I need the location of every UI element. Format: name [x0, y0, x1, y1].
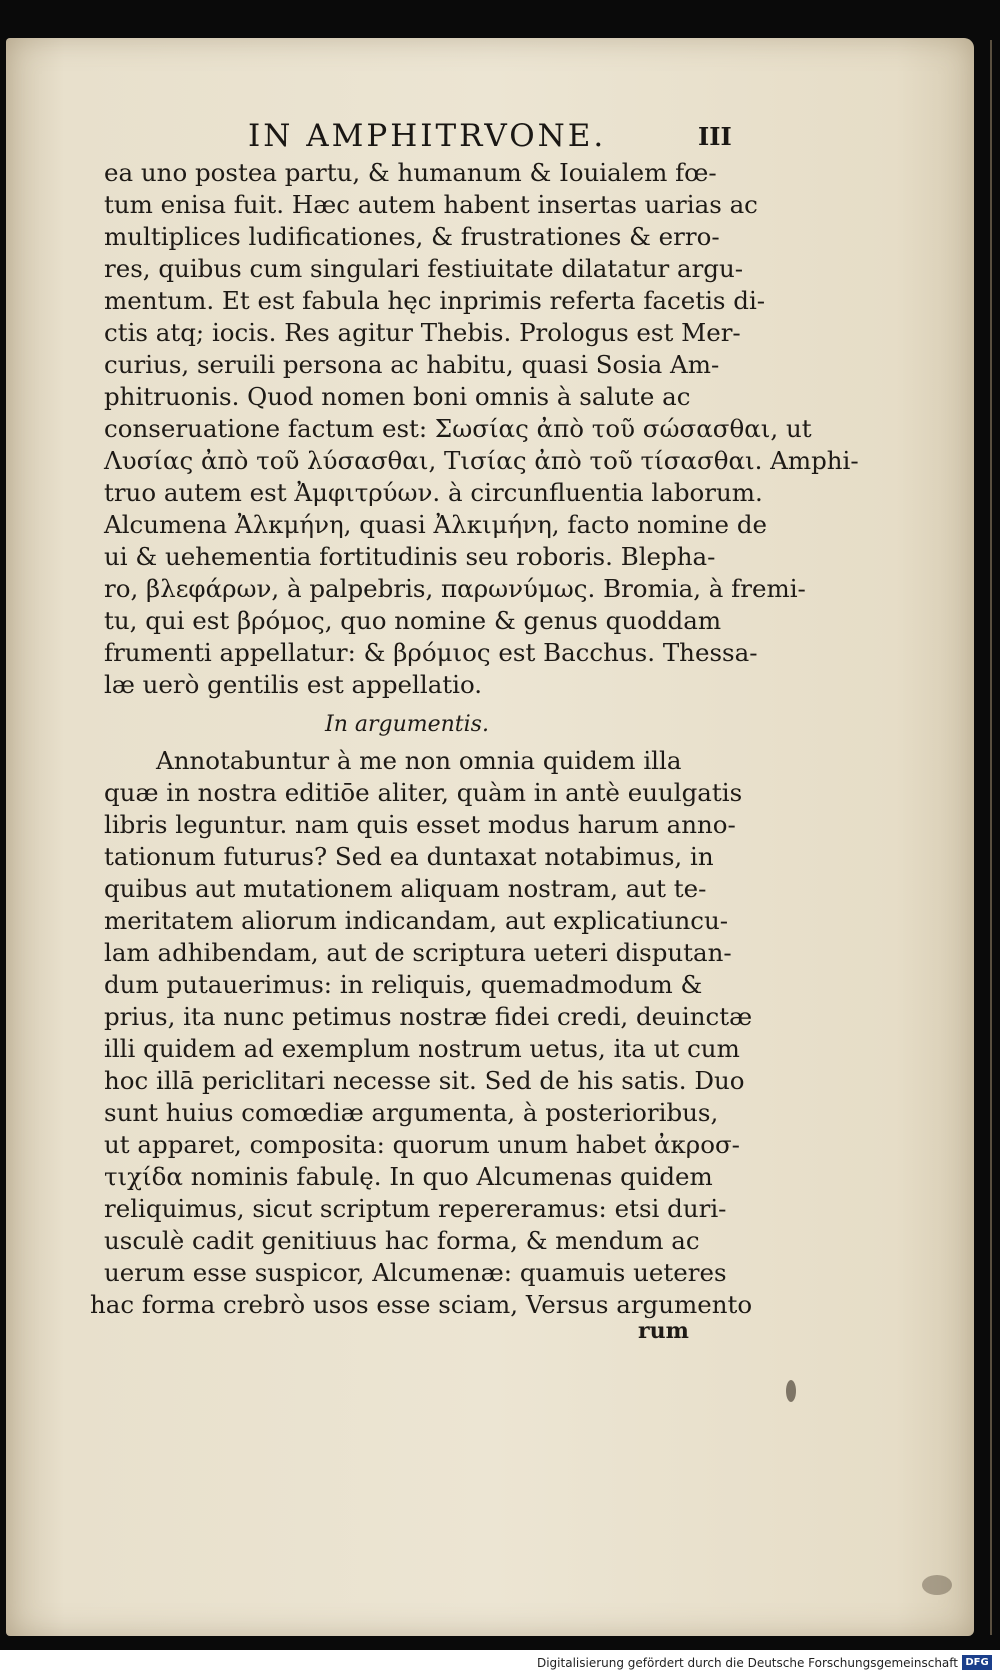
- footer-credit: Digitalisierung gefördert durch die Deutsche Forschungsgemeinschaft: [536, 1656, 958, 1670]
- text-line: Λυσίας ἀπὸ τοῦ λύσασθαι, Τισίας ἀπὸ τοῦ τίσασθαι. Amphi-: [104, 446, 859, 475]
- text-line: tationum futurus? Sed ea duntaxat notabimus, in: [104, 842, 714, 871]
- text-line: dum putauerimus: in reliquis, quemadmodum &: [104, 970, 703, 999]
- text-line: mentum. Et est fabula hęc inprimis referta facetis di-: [104, 286, 766, 315]
- text-line: usculè cadit genitiuus hac forma, & mendum ac: [104, 1226, 700, 1255]
- text-line: sunt huius comœdiæ argumenta, à posterioribus,: [104, 1098, 719, 1127]
- text-line: quibus aut mutationem aliquam nostram, aut te-: [104, 874, 707, 903]
- text-line: læ uerò gentilis est appellatio.: [104, 670, 483, 699]
- running-head: IN AMPHITRVONE.: [248, 118, 607, 154]
- text-line: ro, βλεφάρων, à palpebris, παρωνύμως. Bromia, à fremi-: [104, 574, 806, 603]
- text-line: phitruonis. Quod nomen boni omnis à salute ac: [104, 382, 691, 411]
- dfg-logo: DFG: [962, 1655, 992, 1670]
- text-line: curius, seruili persona ac habitu, quasi Sosia Am-: [104, 350, 720, 379]
- text-line: ctis atq; iocis. Res agitur Thebis. Prologus est Mer-: [104, 318, 741, 347]
- text-line: frumenti appellatur: & βρόμιος est Bacchus. Thessa-: [104, 638, 758, 667]
- text-line: hac forma crebrò usos esse sciam, Versus argumento: [90, 1290, 753, 1319]
- text-line: tu, qui est βρόμος, quo nomine & genus quoddam: [104, 606, 722, 635]
- text-line: ea uno postea partu, & humanum & Iouialem fœ-: [104, 158, 717, 187]
- text-line: lam adhibendam, aut de scriptura ueteri disputan-: [104, 938, 732, 967]
- text-line: Annotabuntur à me non omnia quidem illa: [156, 746, 682, 775]
- folio-number: III: [698, 122, 732, 151]
- text-line: conseruatione factum est: Σωσίας ἀπὸ τοῦ σώσασθαι, ut: [104, 414, 812, 443]
- digitization-footer: [0, 1650, 1000, 1675]
- text-line: libris leguntur. nam quis esset modus harum anno-: [104, 810, 736, 839]
- text-line: multiplices ludificationes, & frustrationes & erro-: [104, 222, 720, 251]
- text-line: meritatem aliorum indicandam, aut explicatiuncu-: [104, 906, 729, 935]
- text-line: reliquimus, sicut scriptum repereramus: etsi duri-: [104, 1194, 727, 1223]
- section-heading: In argumentis.: [325, 712, 489, 737]
- text-line: ut apparet, composita: quorum unum habet ἀκροσ-: [104, 1130, 740, 1159]
- text-line: ui & uehementia fortitudinis seu roboris. Blepha-: [104, 542, 716, 571]
- text-line: res, quibus cum singulari festiuitate dilatatur argu-: [104, 254, 744, 283]
- text-line: prius, ita nunc petimus nostræ fidei credi, deuinctæ: [104, 1002, 753, 1031]
- text-line: quæ in nostra editiōe aliter, quàm in antè euulgatis: [104, 778, 743, 807]
- text-line: tum enisa fuit. Hæc autem habent insertas uarias ac: [104, 190, 758, 219]
- text-line: truo autem est Ἀμφιτρύων. à circunfluentia laborum.: [104, 478, 763, 507]
- text-line: uerum esse suspicor, Alcumenæ: quamuis ueteres: [104, 1258, 727, 1287]
- text-line: τιχίδα nominis fabulę. In quo Alcumenas quidem: [104, 1162, 713, 1191]
- catchword: rum: [638, 1318, 689, 1344]
- text-line: Alcumena Ἀλκμήνη, quasi Ἀλκιμήνη, facto nomine de: [104, 510, 767, 539]
- text-line: illi quidem ad exemplum nostrum uetus, ita ut cum: [104, 1034, 740, 1063]
- text-line: hoc illā periclitari necesse sit. Sed de his satis. Duo: [104, 1066, 745, 1095]
